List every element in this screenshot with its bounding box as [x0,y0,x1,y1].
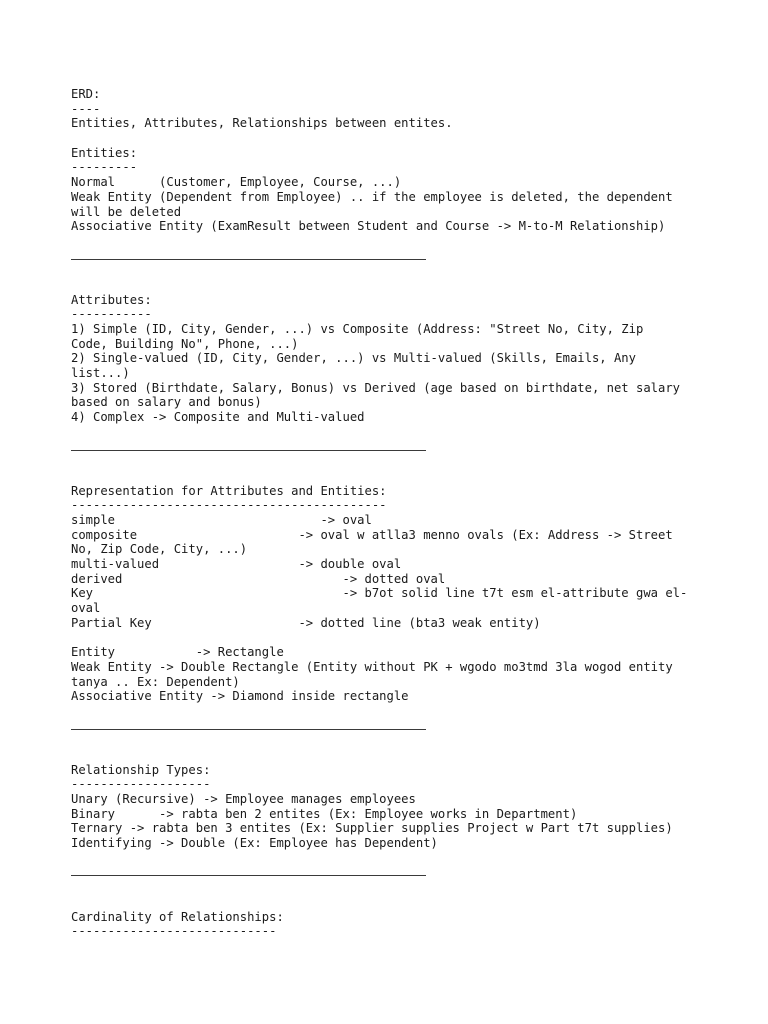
text-line: Key -> b7ot solid line t7t esm el-attribute gwa el- [71,586,688,601]
text-line: Weak Entity -> Double Rectangle (Entity without PK + wgodo mo3tmd 3la wogod entity [71,659,673,674]
text-line: ERD: [71,87,101,101]
blank-line [71,895,711,910]
divider [71,729,426,730]
text-line: ---- [71,101,101,116]
blank-line [71,131,711,146]
text-line: ---------------------------- [71,924,277,939]
blank-line [71,851,711,866]
text-line: Associative Entity -> Diamond inside rectangle [71,689,409,704]
horizontal-rule [71,865,711,880]
blank-line [71,733,711,748]
text-line: Ternary -> rabta ben 3 entites (Ex: Supplier supplies Project w Part t7t supplies) [71,821,673,836]
blank-line [71,278,711,293]
section-heading-attributes: Attributes: [71,292,152,307]
section-heading-entities: Entities: [71,145,138,160]
blank-line [71,469,711,484]
divider [71,259,426,260]
text-line: Unary (Recursive) -> Employee manages employees [71,792,416,806]
text-line: oval [71,601,101,616]
text-line: based on salary and bonus) [71,395,262,410]
horizontal-rule [71,719,711,734]
text-line: composite -> oval w atlla3 menno ovals (Ex: Address -> Street [71,527,673,542]
text-line: ------------------------------------------- [71,498,387,513]
divider [71,450,426,451]
text-line: 3) Stored (Birthdate, Salary, Bonus) vs Derived (age based on birthdate, net salary [71,380,681,395]
blank-line [71,234,711,249]
text-line: Code, Building No", Phone, ...) [71,336,299,351]
text-line: 2) Single-valued (ID, City, Gender, ...) vs Multi-valued (Skills, Emails, Any [71,351,636,366]
text-line: Entities, Attributes, Relationships between entites. [71,116,453,131]
document-page [71,87,711,939]
blank-line [71,630,711,645]
section-heading-cardinality: Cardinality of Relationships: [71,909,284,924]
text-line: ----------- [71,307,152,322]
text-line: ------------------- [71,777,211,792]
blank-line [71,454,711,469]
text-line: 4) Complex -> Composite and Multi-valued [71,410,365,425]
text-line: Binary -> rabta ben 2 entites (Ex: Employee works in Department) [71,806,578,821]
blank-line [71,263,711,278]
text-line: list...) [71,366,130,381]
blank-line [71,748,711,763]
text-line: Identifying -> Double (Ex: Employee has Dependent) [71,836,438,851]
divider [71,875,426,876]
text-line: multi-valued -> double oval [71,557,402,571]
text-line: Associative Entity (ExamResult between Student and Course -> M-to-M Relationship) [71,219,666,234]
text-line: Partial Key -> dotted line (bta3 weak entity) [71,615,541,630]
horizontal-rule [71,249,711,264]
text-line: --------- [71,160,138,175]
section-heading-relationship-types: Relationship Types: [71,762,211,777]
text-line: tanya .. Ex: Dependent) [71,674,240,689]
text-line: Entity -> Rectangle [71,645,284,660]
blank-line [71,425,711,440]
text-line: 1) Simple (ID, City, Gender, ...) vs Composite (Address: "Street No, City, Zip [71,322,644,336]
section-heading-representation: Representation for Attributes and Entities: [71,483,387,498]
horizontal-rule [71,440,711,455]
blank-line [71,880,711,895]
text-line: derived -> dotted oval [71,571,446,586]
text-line: No, Zip Code, City, ...) [71,542,248,557]
text-line: will be deleted [71,204,182,219]
text-line: Normal (Customer, Employee, Course, ...) [71,175,402,190]
text-line: simple -> oval [71,512,372,527]
blank-line [71,704,711,719]
text-line: Weak Entity (Dependent from Employee) .. if the employee is deleted, the dependent [71,189,673,204]
